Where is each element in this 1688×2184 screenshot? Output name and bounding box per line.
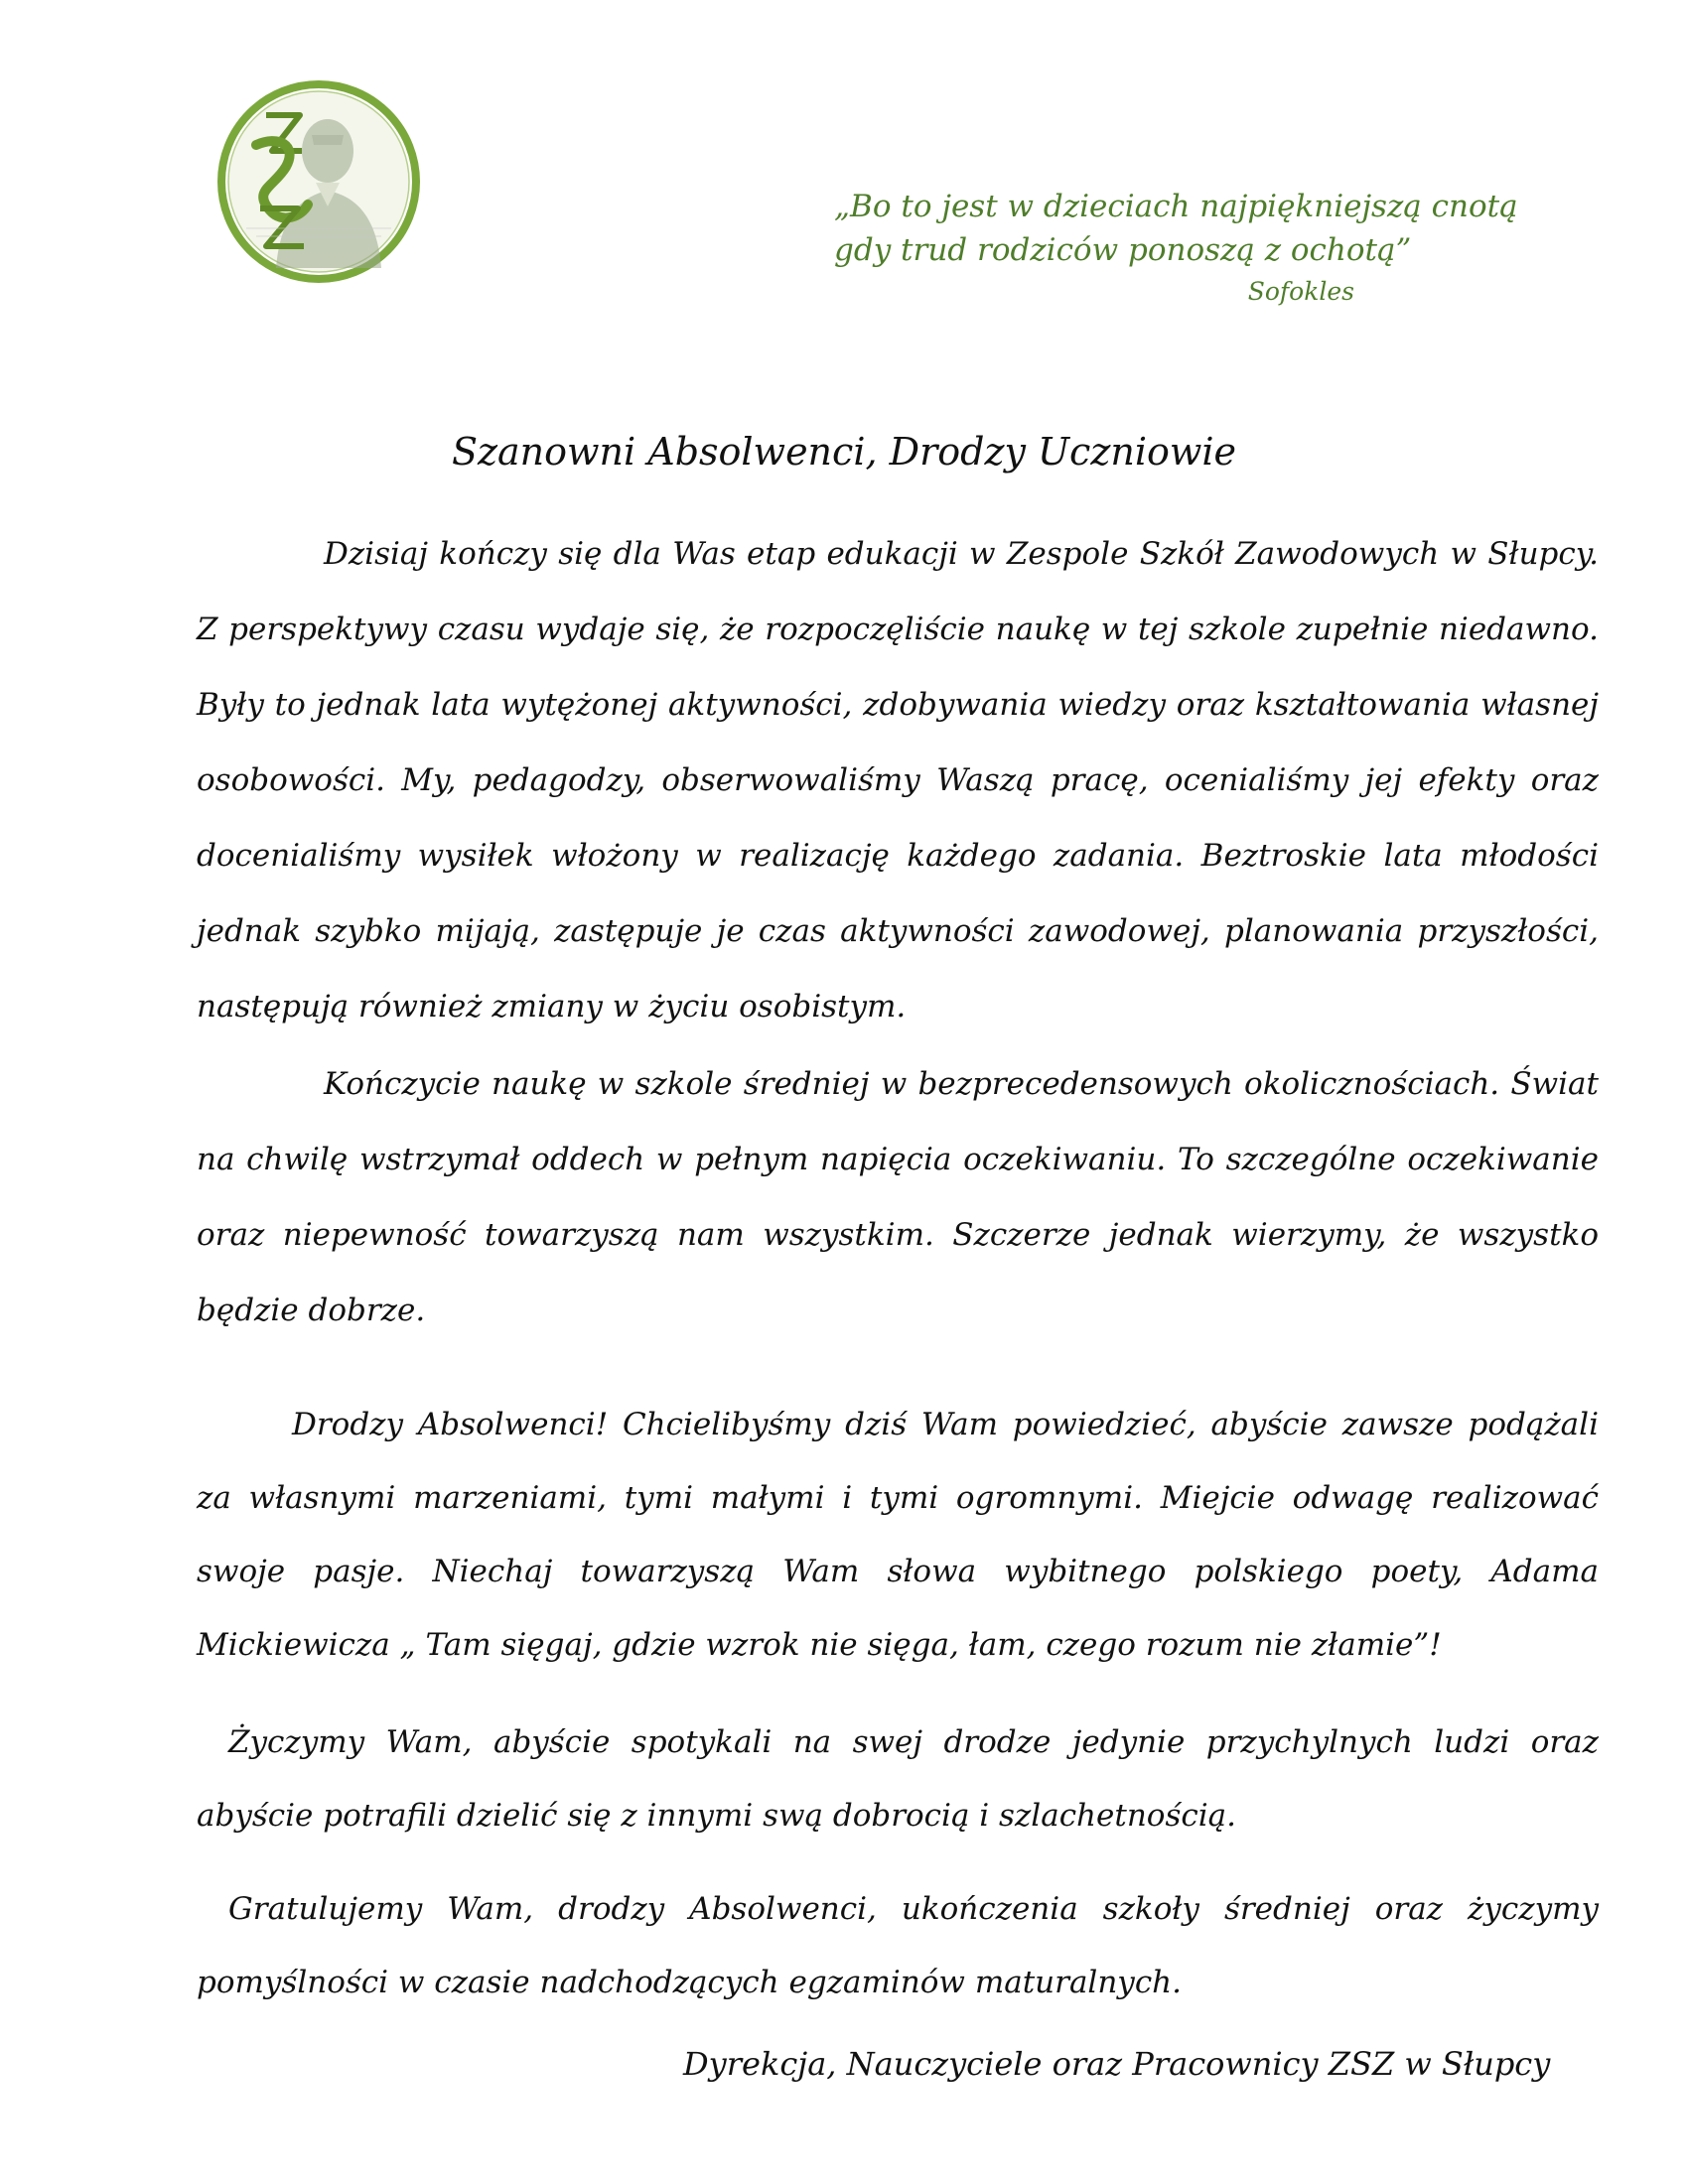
- paragraph-5: Gratulujemy Wam, drodzy Absolwenci, ukończenia szkoły średniej oraz życzymy pomyślności w czasie nadchodzących egzaminów maturalnych.: [197, 1891, 1599, 2000]
- paragraph-4: Życzymy Wam, abyście spotykali na swej drodze jedynie przychylnych ludzi oraz abyście potrafili dzielić się z innymi swą dobrocią i szlachetnością.: [197, 1724, 1599, 1834]
- school-logo-emblem: [216, 79, 421, 284]
- school-logo: [216, 79, 421, 284]
- epigraph: [834, 185, 1529, 312]
- epigraph-line-1: „Bo to jest w dzieciach najpiękniejszą cnotą: [834, 189, 1518, 224]
- paragraph-1: Dzisiaj kończy się dla Was etap edukacji w Zespole Szkół Zawodowych w Słupcy. Z perspektywy czasu wydaje się, że rozpoczęliście naukę w tej szkole zupełnie niedawno. Były to jednak lata wytężonej aktywności, zdobywania wiedzy oraz kształtowania własnej osobowości. My, pedagodzy, obserwowaliśmy Waszą pracę, ocenialiśmy jej efekty oraz docenialiśmy wysiłek włożony w realizację każdego zadania. Beztroskie lata młodości jednak szybko mijają, zastępuje je czas aktywności zawodowej, planowania przyszłości, następują również zmiany w życiu osobistym.: [197, 536, 1599, 1024]
- epigraph-line-2: gdy trud rodziców ponoszą z ochotą”: [834, 232, 1412, 268]
- letter-signature: Dyrekcja, Nauczyciele oraz Pracownicy ZSZ w Słupcy: [683, 2045, 1551, 2083]
- epigraph-author: Sofokles: [1247, 277, 1354, 306]
- paragraph-2: Kończycie naukę w szkole średniej w bezprecedensowych okolicznościach. Świat na chwilę wstrzymał oddech w pełnym napięcia oczekiwaniu. To szczególne oczekiwanie oraz niepewność towarzyszą nam wszystkim. Szczerze jednak wierzymy, że wszystko będzie dobrze.: [197, 1066, 1599, 1328]
- letter-salutation: Szanowni Absolwenci, Drodzy Uczniowie: [451, 430, 1237, 474]
- paragraph-3: Drodzy Absolwenci! Chcielibyśmy dziś Wam powiedzieć, abyście zawsze podążali za własnymi marzeniami, tymi małymi i tymi ogromnymi. Miejcie odwagę realizować swoje pasje. Niechaj towarzyszą Wam słowa wybitnego polskiego poety, Adama Mickiewicza „ Tam sięgaj, gdzie wzrok nie sięga, łam, czego rozum nie złamie”!: [197, 1407, 1599, 1663]
